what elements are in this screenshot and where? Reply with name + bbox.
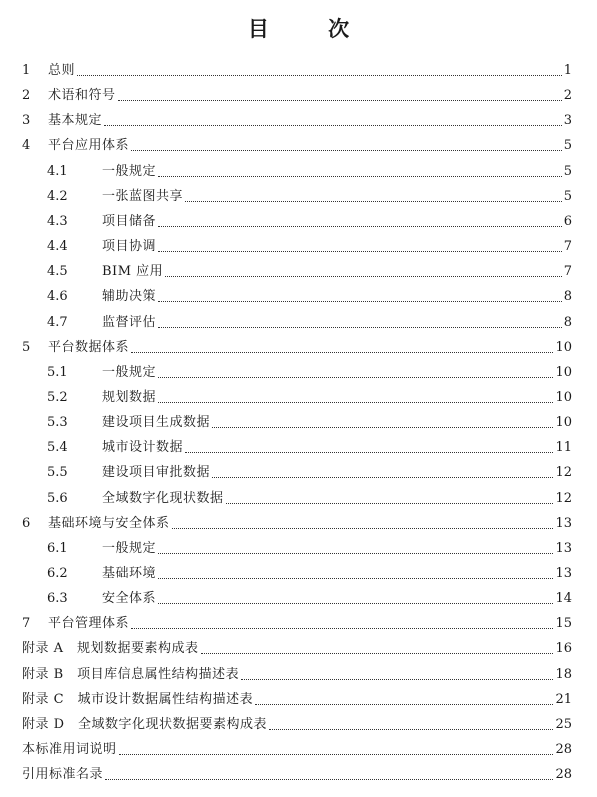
toc-entry-title: 建设项目审批数据: [102, 465, 211, 481]
toc-entry[interactable]: [47, 209, 572, 231]
toc-entry[interactable]: [47, 561, 572, 583]
toc-entry-title: 城市设计数据: [102, 440, 184, 456]
toc-entry-page-number: 13: [555, 566, 572, 581]
toc-entry-title: 附录 A 规划数据要素构成表: [22, 641, 199, 657]
toc-entry[interactable]: [47, 259, 572, 281]
toc-entry[interactable]: [22, 108, 572, 130]
toc-entry[interactable]: [22, 737, 572, 759]
toc-entry[interactable]: [47, 435, 572, 457]
toc-entry-title: 监督评估: [102, 314, 157, 330]
toc-entry-page-number: 10: [555, 389, 572, 405]
toc-entry-title: 平台管理体系: [48, 616, 130, 632]
dot-leader: [158, 552, 553, 554]
toc-entry-page-number: 1: [563, 63, 572, 78]
toc-entry[interactable]: [47, 284, 572, 306]
dot-leader: [158, 225, 562, 227]
toc-entry-title: 基础环境与安全体系: [48, 515, 170, 531]
toc-entry-page-number: 25: [555, 716, 572, 732]
toc-entry-page-number: 28: [555, 742, 572, 758]
toc-entry-page-number: 28: [555, 767, 572, 783]
toc-entry-title: 引用标准名录: [22, 767, 104, 783]
toc-entry-page-number: 5: [563, 163, 572, 179]
dot-leader: [158, 602, 553, 604]
toc-entry[interactable]: [47, 234, 572, 256]
toc-entry-number: 4: [22, 138, 31, 154]
toc-entry-page-number: 18: [555, 666, 572, 682]
toc-entry[interactable]: [22, 636, 572, 658]
dot-leader: [158, 250, 562, 252]
toc-entry-number: 7: [22, 616, 31, 632]
toc-entry-number: 5.3: [47, 415, 68, 431]
toc-entry-number: 5.2: [47, 389, 68, 405]
toc-entry-title: 辅助决策: [102, 289, 157, 305]
toc-entry[interactable]: [22, 662, 572, 684]
dot-leader: [241, 678, 553, 680]
toc-entry-number: 4.7: [47, 314, 68, 330]
toc-entry[interactable]: [47, 360, 572, 382]
toc-entry-number: 6.3: [47, 591, 68, 607]
toc-entry-title: 总则: [48, 63, 76, 78]
toc-entry-title: 平台应用体系: [48, 138, 130, 154]
dot-leader: [269, 728, 553, 730]
toc-entry-number: 6.2: [47, 566, 68, 581]
toc-entry-number: 3: [22, 113, 31, 129]
toc-entry-title: 项目协调: [102, 239, 157, 255]
toc-entry-page-number: 7: [563, 264, 572, 280]
toc-entry-title: 附录 C 城市设计数据属性结构描述表: [22, 691, 254, 707]
toc-entry-title: 一张蓝图共享: [102, 188, 184, 204]
toc-entry[interactable]: [47, 184, 572, 206]
dot-leader: [185, 451, 553, 453]
toc-entry[interactable]: [47, 536, 572, 558]
toc-entry-page-number: 16: [555, 641, 572, 657]
toc-entry-number: 4.1: [47, 163, 68, 179]
toc-entry[interactable]: [47, 486, 572, 508]
page-title: 目 次: [247, 16, 376, 41]
toc-entry-page-number: 8: [563, 289, 572, 305]
toc-entry[interactable]: [47, 159, 572, 181]
toc-entry-page-number: 6: [563, 213, 572, 229]
dot-leader: [158, 577, 553, 579]
toc-entry-title: 一般规定: [102, 540, 157, 556]
toc-entry-title: 基本规定: [48, 113, 103, 129]
toc-entry-number: 5.4: [47, 440, 68, 456]
toc-entry-page-number: 13: [555, 540, 572, 556]
dot-leader: [104, 124, 562, 126]
toc-entry-page-number: 10: [555, 415, 572, 431]
toc-entry-number: 4.2: [47, 188, 68, 204]
toc-entry[interactable]: [22, 335, 572, 357]
dot-leader: [212, 476, 553, 478]
dot-leader: [118, 99, 562, 101]
toc-entry-page-number: 7: [563, 239, 572, 255]
toc-entry-page-number: 12: [555, 465, 572, 481]
toc-entry-number: 2: [22, 88, 31, 104]
dot-leader: [255, 703, 553, 705]
dot-leader: [172, 527, 554, 529]
dot-leader: [105, 778, 553, 780]
toc-entry-page-number: 2: [563, 88, 572, 104]
dot-leader: [158, 401, 553, 403]
toc-entry[interactable]: [22, 611, 572, 633]
toc-entry-title: BIM 应用: [102, 264, 164, 280]
toc-entry[interactable]: [47, 586, 572, 608]
toc-entry-title: 本标准用词说明: [22, 742, 117, 758]
toc-entry-number: 4.4: [47, 239, 68, 255]
dot-leader: [77, 74, 562, 76]
dot-leader: [158, 300, 562, 302]
dot-leader: [131, 627, 553, 629]
dot-leader: [158, 376, 553, 378]
toc-entry-number: 5.6: [47, 490, 68, 506]
toc-entry-page-number: 10: [555, 339, 572, 355]
toc-entry-number: 6: [22, 515, 31, 531]
dot-leader: [158, 326, 562, 328]
dot-leader: [185, 200, 562, 202]
toc-entry[interactable]: [22, 58, 572, 80]
toc-entry-title: 一般规定: [102, 163, 157, 179]
toc-entry[interactable]: [47, 310, 572, 332]
toc-entry-number: 4.6: [47, 289, 68, 305]
toc-entry-title: 平台数据体系: [48, 339, 130, 355]
dot-leader: [212, 426, 553, 428]
toc-entry-page-number: 5: [563, 188, 572, 204]
toc-entry[interactable]: [47, 460, 572, 482]
toc-entry-page-number: 15: [555, 616, 572, 632]
toc-entry-page-number: 11: [555, 440, 572, 456]
toc-entry-title: 一般规定: [102, 364, 157, 380]
toc-entry-number: 6.1: [47, 540, 68, 556]
toc-entry[interactable]: [22, 511, 572, 533]
toc-entry-page-number: 5: [563, 138, 572, 154]
dot-leader: [131, 149, 562, 151]
dot-leader: [201, 652, 554, 654]
toc-entry-number: 1: [22, 63, 31, 78]
toc-entry[interactable]: [22, 133, 572, 155]
toc-entry-page-number: 3: [563, 113, 572, 129]
toc-entry-title: 附录 D 全域数字化现状数据要素构成表: [22, 716, 268, 732]
toc-entry-number: 5: [22, 339, 31, 355]
toc-entry-number: 4.5: [47, 264, 68, 280]
toc-entry-page-number: 13: [555, 515, 572, 531]
toc-entry[interactable]: [22, 712, 572, 734]
toc-entry-title: 项目储备: [102, 213, 157, 229]
toc-entry[interactable]: [22, 83, 572, 105]
toc-entry-page-number: 8: [563, 314, 572, 330]
toc-entry-number: 4.3: [47, 213, 68, 229]
dot-leader: [119, 753, 554, 755]
toc-entry-page-number: 21: [555, 691, 572, 707]
dot-leader: [165, 275, 562, 277]
toc-entry-title: 建设项目生成数据: [102, 415, 211, 431]
toc-entry-number: 5.1: [47, 364, 68, 380]
toc-entry-title: 附录 B 项目库信息属性结构描述表: [22, 666, 240, 682]
toc-entry[interactable]: [22, 762, 572, 784]
toc-entry-title: 全域数字化现状数据: [102, 490, 224, 506]
toc-entry-title: 规划数据: [102, 389, 157, 405]
toc-entry-page-number: 10: [555, 364, 572, 380]
toc-entry-title: 术语和符号: [48, 88, 116, 104]
toc-entry-page-number: 12: [555, 490, 572, 506]
toc-entry-number: 5.5: [47, 465, 68, 481]
toc-entry-title: 基础环境: [102, 566, 157, 581]
dot-leader: [158, 175, 562, 177]
toc-entry[interactable]: [47, 385, 572, 407]
toc-entry[interactable]: [22, 687, 572, 709]
toc-entry-page-number: 14: [555, 591, 572, 607]
dot-leader: [226, 502, 554, 504]
toc-entry-title: 安全体系: [102, 591, 157, 607]
dot-leader: [131, 351, 553, 353]
toc-entry[interactable]: [47, 410, 572, 432]
